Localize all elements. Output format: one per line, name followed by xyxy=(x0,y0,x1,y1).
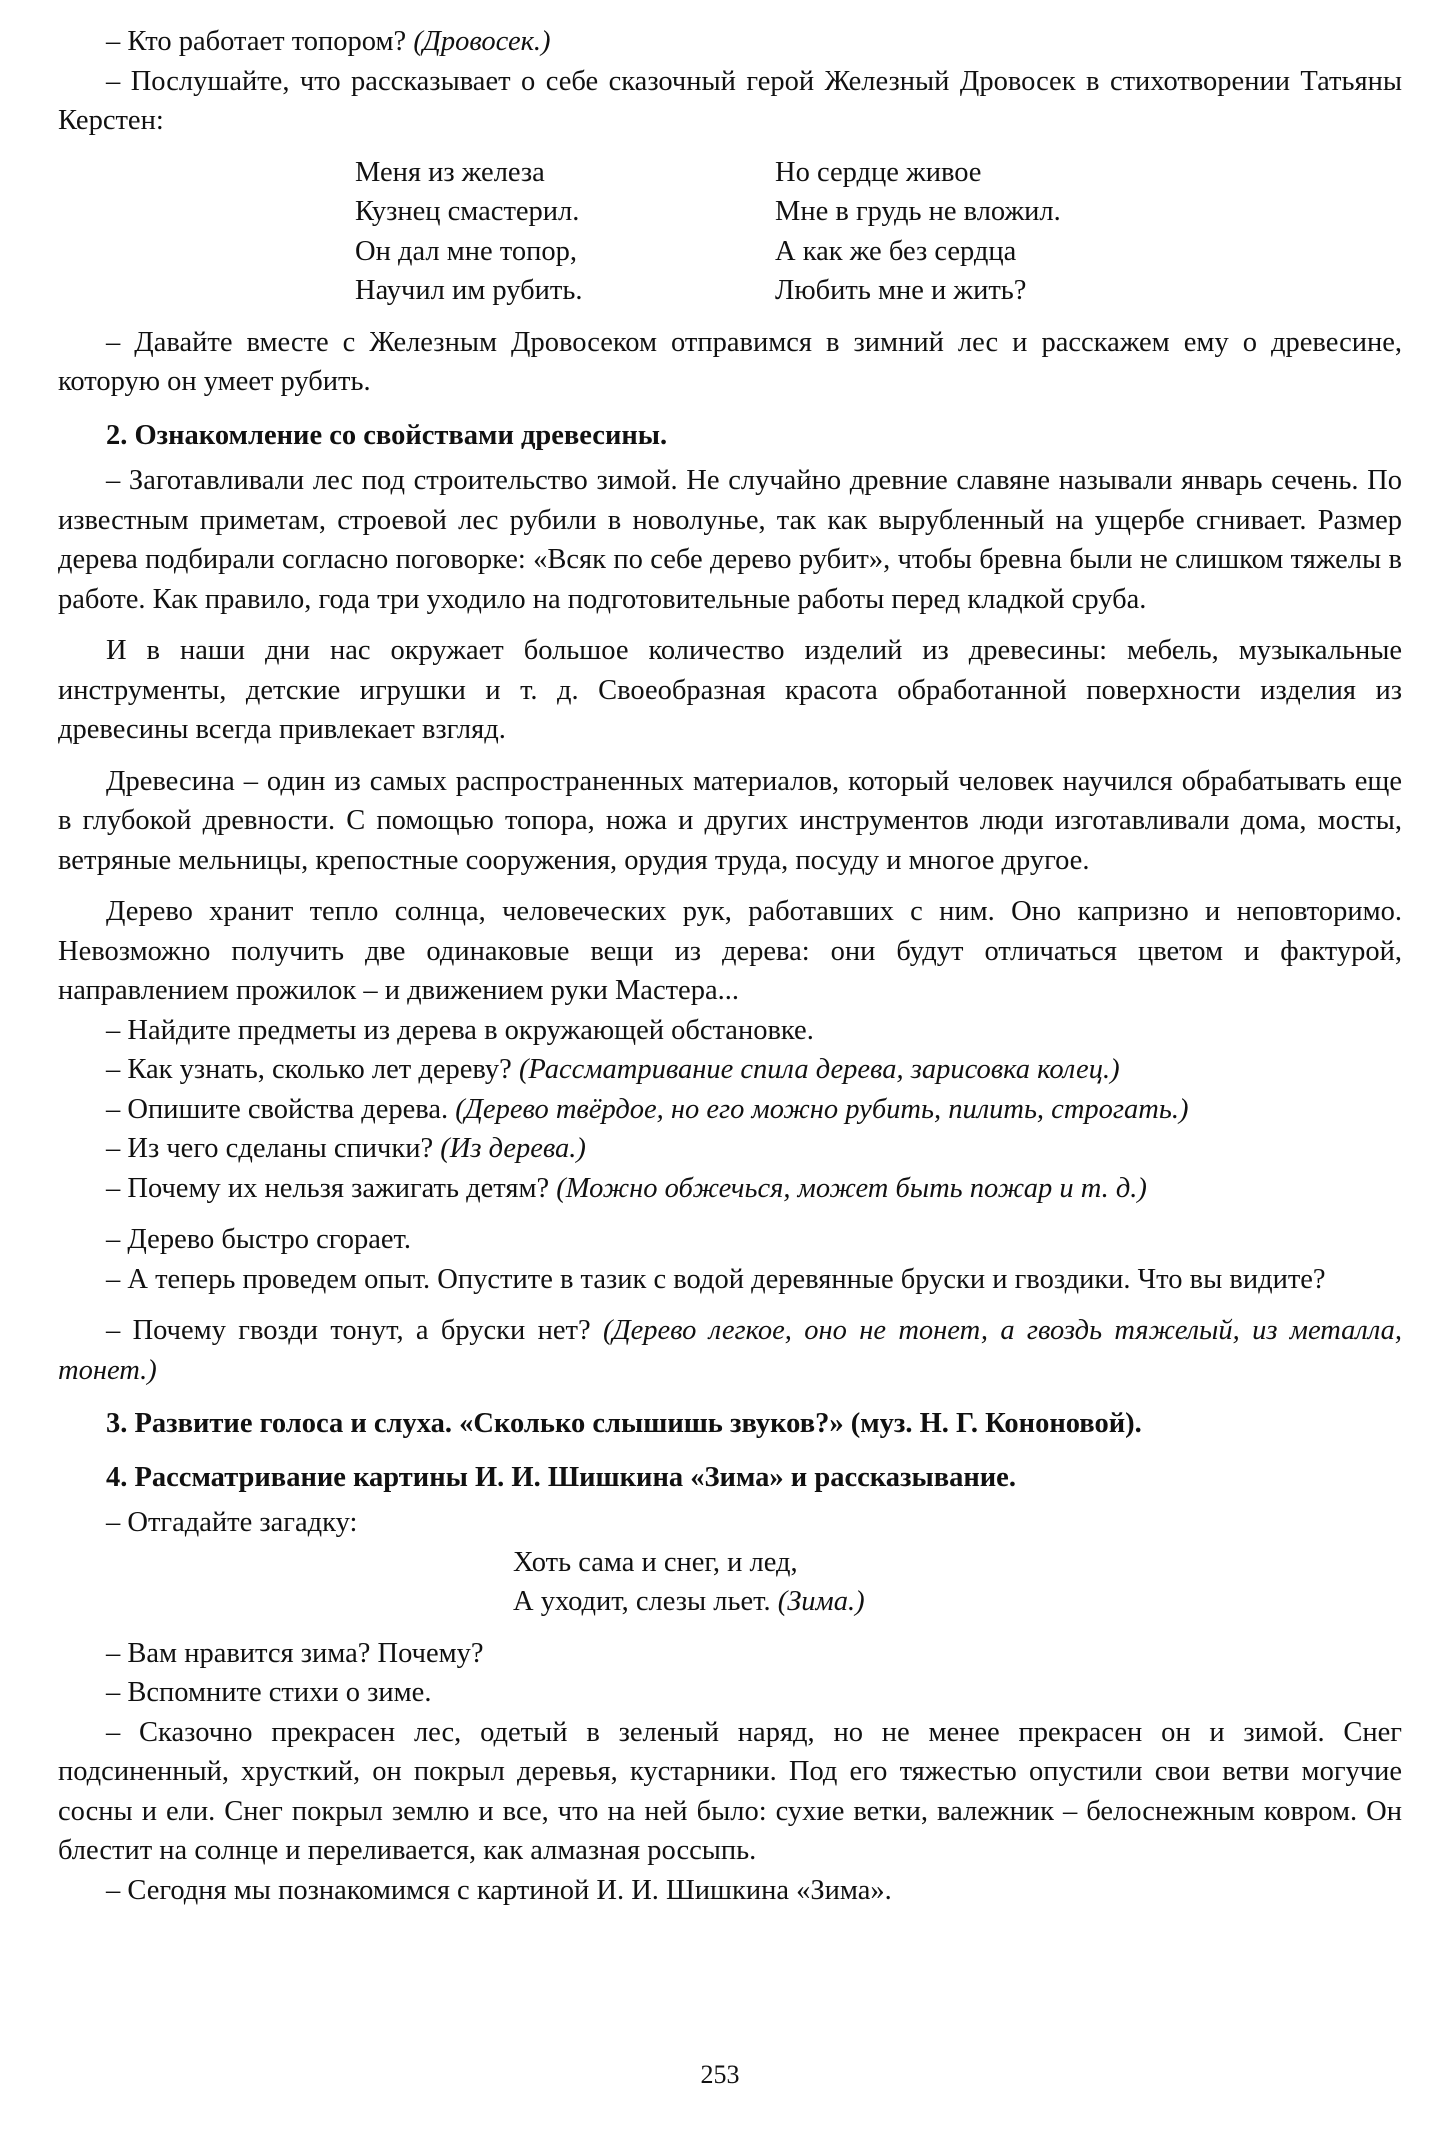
paragraph: – Сказочно прекрасен лес, одетый в зеленый наряд, но не менее прекрасен он и зимой. Снег подсиненный, хрусткий, он покрыл деревья, кустарники. Под его тяжестью опустили свои ветви могучие сосны и ели. Снег покрыл землю и все, что на ней было: сухие ветки, валежник – белоснежным ковром. Он блестит на солнце и переливается, как алмазная россыпь. xyxy=(58,1716,1402,1866)
poem-line: Любить мне и жить? xyxy=(775,275,1027,306)
section-heading-2: 2. Ознакомление со свойствами древесины. xyxy=(106,419,668,451)
page-number: 253 xyxy=(700,2060,740,2089)
question-text: – Опишите свойства дерева. xyxy=(106,1093,456,1125)
dialogue-line xyxy=(58,1311,1402,1390)
answer-text: (Дерево твёрдое, но его можно рубить, пилить, строгать.) xyxy=(455,1093,1189,1125)
poem-line: Научил им рубить. xyxy=(355,275,583,306)
dialogue-line: – Вам нравится зима? Почему? xyxy=(106,1637,484,1669)
paragraph-question-axe xyxy=(58,22,1402,62)
poem-line: Кузнец смастерил. xyxy=(355,196,580,227)
dialogue-line xyxy=(58,1169,1402,1209)
riddle-text: А уходит, слезы льет. xyxy=(513,1586,778,1617)
question-text: – Из чего сделаны спички? xyxy=(106,1133,441,1164)
riddle-answer: (Зима.) xyxy=(777,1586,865,1617)
paragraph: – Заготавливали лес под строительство зимой. Не случайно древние славяне называли январь сечень. По известным приметам, строевой лес рубили в новолунье, так как вырубленный на ущербе сгнивает. Размер дерева подбирали согласно поговорке: «Всяк по себе дерево рубит», чтобы бревна были не слишком тяжелы в работе. Как правило, года три уходило на подготовительные работы перед кладкой сруба. xyxy=(58,465,1402,615)
poem-right-column xyxy=(775,153,1135,311)
paragraph-after-poem: – Давайте вместе с Железным Дровосеком отправимся в зимний лес и расскажем ему о древесине, которую он умеет рубить. xyxy=(58,326,1402,397)
poem-line: Он дал мне топор, xyxy=(355,235,577,267)
dialogue-line: – Отгадайте загадку: xyxy=(106,1507,358,1538)
section-heading-4: 4. Рассматривание картины И. И. Шишкина «Зима» и рассказывание. xyxy=(106,1461,1016,1493)
paragraph-intro-poem: – Послушайте, что рассказывает о себе сказочный герой Железный Дровосек в стихотворении Татьяны Керстен: xyxy=(58,65,1402,136)
paragraph: Дерево хранит тепло солнца, человеческих рук, работавших с ним. Оно капризно и неповторимо. Невозможно получить две одинаковые вещи из дерева: они будут отличаться цветом и фактурой, направлением прожилок – и движением руки Мастера... xyxy=(58,896,1402,1006)
poem-line: Меня из железа xyxy=(355,156,545,188)
riddle-line: Хоть сама и снег, и лед, xyxy=(513,1546,798,1578)
riddle xyxy=(513,1543,1402,1622)
poem-line: Мне в грудь не вложил. xyxy=(775,196,1061,227)
question-text: – Кто работает топором? xyxy=(106,26,414,57)
dialogue-line: – А теперь проведем опыт. Опустите в тазик с водой деревянные бруски и гвоздики. Что вы видите? xyxy=(106,1263,1326,1295)
question-text: – Почему гвозди тонут, а бруски нет? xyxy=(106,1315,603,1346)
poem-line: А как же без сердца xyxy=(775,235,1017,267)
question-text: – Как узнать, сколько лет дереву? xyxy=(106,1054,519,1085)
answer-text: (Дровосек.) xyxy=(413,26,551,57)
riddle-line xyxy=(513,1582,1402,1622)
dialogue-line: – Дерево быстро сгорает. xyxy=(106,1224,411,1255)
dialogue-line xyxy=(58,1050,1402,1090)
section-heading-3: 3. Развитие голоса и слуха. «Сколько слышишь звуков?» (муз. Н. Г. Кононовой). xyxy=(106,1408,1142,1439)
paragraph: И в наши дни нас окружает большое количество изделий из древесины: мебель, музыкальные инструменты, детские игрушки и т. д. Своеобразная красота обработанной поверхности изделия из древесины всегда привлекает взгляд. xyxy=(58,635,1402,745)
dialogue-line xyxy=(58,1129,1402,1169)
question-text: – Почему их нельзя зажигать детям? xyxy=(106,1172,557,1204)
paragraph: Древесина – один из самых распространенных материалов, который человек научился обрабатывать еще в глубокой древности. С помощью топора, ножа и других инструментов люди изготавливали дома, мосты, ветряные мельницы, крепостные сооружения, орудия труда, посуду и многое другое. xyxy=(58,765,1402,876)
answer-text: (Из дерева.) xyxy=(440,1133,586,1164)
poem-left-column xyxy=(355,153,775,311)
answer-text: (Дерево легкое, оно не тонет, а гвоздь тяжелый, из металла, тонет.) xyxy=(58,1315,1402,1386)
poem xyxy=(355,153,1402,311)
dialogue-line xyxy=(58,1090,1402,1130)
dialogue-line: – Найдите предметы из дерева в окружающей обстановке. xyxy=(106,1014,814,1046)
answer-text: (Можно обжечься, может быть пожар и т. д.) xyxy=(556,1172,1147,1204)
poem-line: Но сердце живое xyxy=(775,156,982,188)
dialogue-line: – Вспомните стихи о зиме. xyxy=(106,1677,432,1708)
answer-text: (Рассматривание спила дерева, зарисовка колец.) xyxy=(518,1054,1120,1085)
paragraph: – Сегодня мы познакомимся с картиной И. И. Шишкина «Зима». xyxy=(106,1874,892,1906)
